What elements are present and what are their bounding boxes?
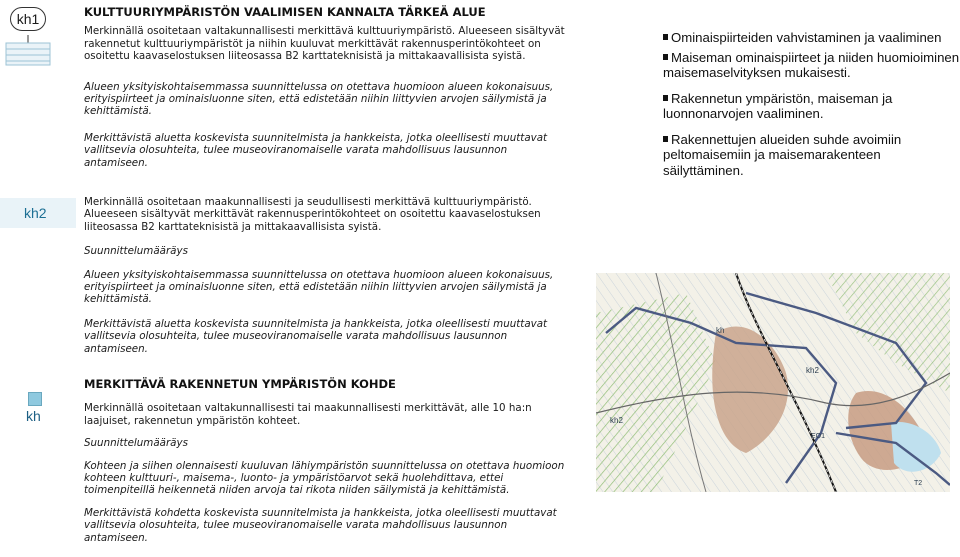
section2-description: Merkinnällä osoitetaan maakunnallisesti ja seudullisesti merkittävä kulttuuriympäristö. Alueeseen sisältyvät merkittävät rakennusperintökohteet on osoitettu kaavaselostuksen liiteosassa B2 karttateknisistä ja mittakaavallisista syistä. [84, 196, 541, 233]
section3-regulation-2: Merkittävistä kohdetta koskevista suunnitelmista ja hankkeista, jotka oleellisesti muuttavat vallitsevia olosuhteita, tulee museoviranomaiselle varata mahdollisuus lausunnon antamiseen. [84, 506, 557, 544]
section3-regulation-1: Kohteen ja siihen olennaisesti kuuluvan lähiympäristön suunnittelussa on otettava huomioon kohteen kulttuuri-, maisema-, luonto- ja ympäristöarvot sekä huolehdittava, ettei toimenpiteillä heikennetä niiden arvoja tai rikota niiden säilymistä ja kehittämistä. [84, 459, 565, 497]
section1-regulation-1: Alueen yksityiskohtaisemmassa suunnittelussa on otettava huomioon alueen kokonaisuus, erityispiirteet ja ominaisluonne siten, että edistetään niihin liittyvien arvojen säilymistä ja kehittämistä. [84, 80, 554, 118]
section2-subheading: Suunnittelumääräys [84, 245, 188, 258]
map-label: kh2 [806, 366, 819, 375]
kh1-legend-swatch-icon [5, 35, 51, 69]
bullet-item: Rakennettujen alueiden suhde avoimiin peltomaisemiin ja maisemarakenteen säilyttäminen. [663, 131, 902, 178]
section1-description: Merkinnällä osoitetaan valtakunnallisesti merkittävä kulttuuriympäristö. Alueeseen sisältyvät rakennetut kulttuuriympäristöt ja niihin kuuluvat merkittävät rakennusperintökohteet on osoitettu kaavaselostuksen liiteosassa B2 karttateknisistä ja mittakaavallisista syistä. [84, 25, 565, 63]
bullet-square-icon [663, 95, 668, 101]
kh-symbol-label: kh [26, 408, 41, 424]
section2-regulation-2: Merkittävistä aluetta koskevista suunnitelmista ja hankkeista, jotka oleellisesti muuttavat vallitsevia olosuhteita, tulee museoviranomaiselle varata mahdollisuus lausunnon antamiseen. [84, 317, 548, 355]
section3-description: Merkinnällä osoitetaan valtakunnallisesti tai maakunnallisesti merkittävät, alle 10 ha:n laajuiset, rakennetun ympäristön kohteet. [84, 402, 532, 427]
bullet-item: Ominaispiirteiden vahvistaminen ja vaaliminen [663, 30, 960, 46]
bullet-square-icon [663, 34, 668, 40]
bullet-list [663, 30, 960, 188]
section1-heading: KULTTUURIYMPÄRISTÖN VAALIMISEN KANNALTA TÄRKEÄ ALUE [84, 5, 486, 19]
bullet-square-icon [663, 54, 668, 60]
section1-regulation-2: Merkittävistä aluetta koskevista suunnitelmista ja hankkeista, jotka oleellisesti muuttavat vallitsevia olosuhteita, tulee museoviranomaiselle varata mahdollisuus lausunnon antamiseen. [84, 131, 548, 169]
section3-subheading: Suunnittelumääräys [84, 437, 188, 450]
bullet-square-icon [663, 136, 668, 142]
map-label: EO1 [811, 433, 826, 440]
section-maakunnallinen [84, 196, 570, 355]
kh-legend-swatch-icon [28, 392, 42, 406]
section-rakennettu-kohde [84, 378, 570, 544]
plan-map-excerpt [596, 273, 950, 492]
section-valtakunnallinen [84, 6, 570, 169]
kh1-symbol-label: kh1 [10, 7, 46, 31]
map-label: kh [716, 326, 725, 335]
bullet-item: Rakennetun ympäristön, maiseman ja luonnonarvojen vaaliminen. [663, 90, 893, 121]
section3-heading: MERKITTÄVÄ RAKENNETUN YMPÄRISTÖN KOHDE [84, 377, 396, 391]
bullet-item: Maiseman ominaispiirteet ja niiden huomioiminen maisemaselvityksen mukaisesti. [663, 49, 960, 80]
section2-regulation-1: Alueen yksityiskohtaisemmassa suunnittelussa on otettava huomioon alueen kokonaisuus, erityispiirteet ja ominaisluonne siten, että edistetään niihin liittyvien arvojen säilymistä ja kehittämistä. [84, 268, 554, 306]
map-label: T2 [914, 480, 923, 487]
map-label: kh2 [610, 416, 623, 425]
kh2-legend-symbol: kh2 [0, 198, 76, 228]
